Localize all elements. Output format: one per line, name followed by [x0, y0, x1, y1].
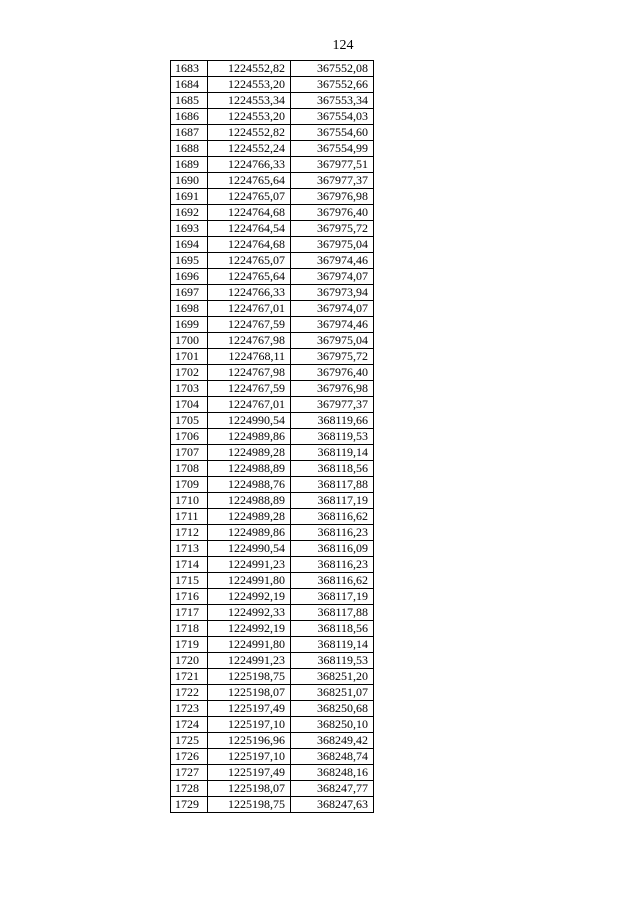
y-coordinate-cell: 367976,98 — [291, 381, 374, 397]
table-row — [171, 605, 374, 621]
point-number-cell: 1689 — [171, 157, 208, 173]
point-number-cell: 1685 — [171, 93, 208, 109]
table-row — [171, 413, 374, 429]
point-number-cell: 1708 — [171, 461, 208, 477]
x-coordinate-cell: 1224991,80 — [208, 637, 291, 653]
point-number-cell: 1719 — [171, 637, 208, 653]
x-coordinate-cell: 1224764,68 — [208, 205, 291, 221]
table-row — [171, 717, 374, 733]
y-coordinate-cell: 367977,51 — [291, 157, 374, 173]
x-coordinate-cell: 1224992,19 — [208, 589, 291, 605]
point-number-cell: 1714 — [171, 557, 208, 573]
table-row — [171, 77, 374, 93]
y-coordinate-cell: 367975,04 — [291, 237, 374, 253]
x-coordinate-cell: 1224991,23 — [208, 653, 291, 669]
point-number-cell: 1684 — [171, 77, 208, 93]
point-number-cell: 1693 — [171, 221, 208, 237]
x-coordinate-cell: 1224767,01 — [208, 301, 291, 317]
point-number-cell: 1720 — [171, 653, 208, 669]
y-coordinate-cell: 368247,77 — [291, 781, 374, 797]
x-coordinate-cell: 1224989,28 — [208, 509, 291, 525]
y-coordinate-cell: 367976,40 — [291, 365, 374, 381]
y-coordinate-cell: 367974,46 — [291, 317, 374, 333]
table-row — [171, 733, 374, 749]
table-row — [171, 317, 374, 333]
x-coordinate-cell: 1224988,89 — [208, 461, 291, 477]
x-coordinate-cell: 1224764,54 — [208, 221, 291, 237]
y-coordinate-cell: 368118,56 — [291, 621, 374, 637]
x-coordinate-cell: 1224989,28 — [208, 445, 291, 461]
y-coordinate-cell: 368119,14 — [291, 637, 374, 653]
point-number-cell: 1716 — [171, 589, 208, 605]
x-coordinate-cell: 1224553,34 — [208, 93, 291, 109]
y-coordinate-cell: 368251,07 — [291, 685, 374, 701]
x-coordinate-cell: 1224992,19 — [208, 621, 291, 637]
table-row — [171, 429, 374, 445]
point-number-cell: 1707 — [171, 445, 208, 461]
point-number-cell: 1687 — [171, 125, 208, 141]
point-number-cell: 1723 — [171, 701, 208, 717]
x-coordinate-cell: 1224768,11 — [208, 349, 291, 365]
table-row — [171, 157, 374, 173]
point-number-cell: 1718 — [171, 621, 208, 637]
table-row — [171, 61, 374, 77]
y-coordinate-cell: 368117,88 — [291, 477, 374, 493]
table-row — [171, 269, 374, 285]
y-coordinate-cell: 367975,04 — [291, 333, 374, 349]
table-row — [171, 765, 374, 781]
y-coordinate-cell: 367552,08 — [291, 61, 374, 77]
point-number-cell: 1692 — [171, 205, 208, 221]
point-number-cell: 1729 — [171, 797, 208, 813]
table-row — [171, 477, 374, 493]
y-coordinate-cell: 368248,74 — [291, 749, 374, 765]
x-coordinate-cell: 1224765,64 — [208, 269, 291, 285]
y-coordinate-cell: 368251,20 — [291, 669, 374, 685]
x-coordinate-cell: 1224553,20 — [208, 77, 291, 93]
point-number-cell: 1691 — [171, 189, 208, 205]
table-row — [171, 589, 374, 605]
point-number-cell: 1695 — [171, 253, 208, 269]
x-coordinate-cell: 1224991,23 — [208, 557, 291, 573]
x-coordinate-cell: 1224766,33 — [208, 157, 291, 173]
y-coordinate-cell: 367553,34 — [291, 93, 374, 109]
table-row — [171, 125, 374, 141]
y-coordinate-cell: 368250,68 — [291, 701, 374, 717]
y-coordinate-cell: 368119,53 — [291, 429, 374, 445]
y-coordinate-cell: 367554,60 — [291, 125, 374, 141]
point-number-cell: 1704 — [171, 397, 208, 413]
x-coordinate-cell: 1224765,07 — [208, 253, 291, 269]
table-row — [171, 621, 374, 637]
x-coordinate-cell: 1225197,49 — [208, 765, 291, 781]
table-row — [171, 573, 374, 589]
table-row — [171, 525, 374, 541]
point-number-cell: 1715 — [171, 573, 208, 589]
table-row — [171, 381, 374, 397]
x-coordinate-cell: 1224991,80 — [208, 573, 291, 589]
y-coordinate-cell: 368117,19 — [291, 493, 374, 509]
point-number-cell: 1722 — [171, 685, 208, 701]
x-coordinate-cell: 1224767,98 — [208, 333, 291, 349]
table-row — [171, 205, 374, 221]
point-number-cell: 1709 — [171, 477, 208, 493]
table-row — [171, 109, 374, 125]
y-coordinate-cell: 368249,42 — [291, 733, 374, 749]
y-coordinate-cell: 367975,72 — [291, 349, 374, 365]
table-row — [171, 461, 374, 477]
point-number-cell: 1721 — [171, 669, 208, 685]
table-row — [171, 397, 374, 413]
x-coordinate-cell: 1224767,59 — [208, 381, 291, 397]
x-coordinate-cell: 1224990,54 — [208, 541, 291, 557]
point-number-cell: 1686 — [171, 109, 208, 125]
table-row — [171, 189, 374, 205]
point-number-cell: 1706 — [171, 429, 208, 445]
x-coordinate-cell: 1224552,82 — [208, 61, 291, 77]
point-number-cell: 1696 — [171, 269, 208, 285]
point-number-cell: 1697 — [171, 285, 208, 301]
table-row — [171, 173, 374, 189]
y-coordinate-cell: 367976,98 — [291, 189, 374, 205]
y-coordinate-cell: 368116,62 — [291, 573, 374, 589]
x-coordinate-cell: 1224990,54 — [208, 413, 291, 429]
x-coordinate-cell: 1224767,59 — [208, 317, 291, 333]
y-coordinate-cell: 367554,03 — [291, 109, 374, 125]
table-row — [171, 557, 374, 573]
table-row — [171, 221, 374, 237]
point-number-cell: 1699 — [171, 317, 208, 333]
point-number-cell: 1688 — [171, 141, 208, 157]
x-coordinate-cell: 1224552,24 — [208, 141, 291, 157]
x-coordinate-cell: 1224552,82 — [208, 125, 291, 141]
y-coordinate-cell: 368116,09 — [291, 541, 374, 557]
x-coordinate-cell: 1224765,07 — [208, 189, 291, 205]
table-row — [171, 541, 374, 557]
x-coordinate-cell: 1224988,89 — [208, 493, 291, 509]
point-number-cell: 1703 — [171, 381, 208, 397]
table-row — [171, 301, 374, 317]
y-coordinate-cell: 368248,16 — [291, 765, 374, 781]
table-row — [171, 669, 374, 685]
table-row — [171, 349, 374, 365]
x-coordinate-cell: 1224764,68 — [208, 237, 291, 253]
x-coordinate-cell: 1224553,20 — [208, 109, 291, 125]
x-coordinate-cell: 1225198,07 — [208, 781, 291, 797]
y-coordinate-cell: 367976,40 — [291, 205, 374, 221]
y-coordinate-cell: 368247,63 — [291, 797, 374, 813]
x-coordinate-cell: 1224992,33 — [208, 605, 291, 621]
y-coordinate-cell: 368119,14 — [291, 445, 374, 461]
x-coordinate-cell: 1225198,75 — [208, 797, 291, 813]
y-coordinate-cell: 367977,37 — [291, 173, 374, 189]
table-row — [171, 365, 374, 381]
point-number-cell: 1711 — [171, 509, 208, 525]
table-row — [171, 797, 374, 813]
table-row — [171, 253, 374, 269]
table-row — [171, 333, 374, 349]
table-row — [171, 749, 374, 765]
point-number-cell: 1717 — [171, 605, 208, 621]
table-row — [171, 509, 374, 525]
y-coordinate-cell: 368116,62 — [291, 509, 374, 525]
y-coordinate-cell: 367552,66 — [291, 77, 374, 93]
point-number-cell: 1725 — [171, 733, 208, 749]
point-number-cell: 1710 — [171, 493, 208, 509]
point-number-cell: 1713 — [171, 541, 208, 557]
table-row — [171, 781, 374, 797]
y-coordinate-cell: 368118,56 — [291, 461, 374, 477]
y-coordinate-cell: 367974,07 — [291, 269, 374, 285]
point-number-cell: 1700 — [171, 333, 208, 349]
point-number-cell: 1726 — [171, 749, 208, 765]
x-coordinate-cell: 1224989,86 — [208, 525, 291, 541]
y-coordinate-cell: 367974,46 — [291, 253, 374, 269]
table-row — [171, 93, 374, 109]
y-coordinate-cell: 368119,66 — [291, 413, 374, 429]
table-row — [171, 141, 374, 157]
point-number-cell: 1724 — [171, 717, 208, 733]
x-coordinate-cell: 1224765,64 — [208, 173, 291, 189]
x-coordinate-cell: 1225196,96 — [208, 733, 291, 749]
point-number-cell: 1712 — [171, 525, 208, 541]
table-row — [171, 653, 374, 669]
x-coordinate-cell: 1224988,76 — [208, 477, 291, 493]
table-row — [171, 285, 374, 301]
y-coordinate-cell: 368119,53 — [291, 653, 374, 669]
y-coordinate-cell: 368117,88 — [291, 605, 374, 621]
point-number-cell: 1690 — [171, 173, 208, 189]
x-coordinate-cell: 1224766,33 — [208, 285, 291, 301]
table-row — [171, 237, 374, 253]
x-coordinate-cell: 1224767,98 — [208, 365, 291, 381]
x-coordinate-cell: 1225197,49 — [208, 701, 291, 717]
point-number-cell: 1705 — [171, 413, 208, 429]
x-coordinate-cell: 1225198,07 — [208, 685, 291, 701]
coordinates-table — [170, 60, 374, 813]
point-number-cell: 1701 — [171, 349, 208, 365]
table-row — [171, 493, 374, 509]
point-number-cell: 1702 — [171, 365, 208, 381]
table-row — [171, 701, 374, 717]
x-coordinate-cell: 1224989,86 — [208, 429, 291, 445]
point-number-cell: 1727 — [171, 765, 208, 781]
x-coordinate-cell: 1225198,75 — [208, 669, 291, 685]
x-coordinate-cell: 1225197,10 — [208, 717, 291, 733]
page-number: 124 — [332, 38, 354, 53]
point-number-cell: 1698 — [171, 301, 208, 317]
y-coordinate-cell: 367973,94 — [291, 285, 374, 301]
point-number-cell: 1728 — [171, 781, 208, 797]
x-coordinate-cell: 1224767,01 — [208, 397, 291, 413]
y-coordinate-cell: 367977,37 — [291, 397, 374, 413]
table-row — [171, 637, 374, 653]
y-coordinate-cell: 367975,72 — [291, 221, 374, 237]
y-coordinate-cell: 367554,99 — [291, 141, 374, 157]
y-coordinate-cell: 368117,19 — [291, 589, 374, 605]
point-number-cell: 1694 — [171, 237, 208, 253]
y-coordinate-cell: 368116,23 — [291, 525, 374, 541]
y-coordinate-cell: 368250,10 — [291, 717, 374, 733]
y-coordinate-cell: 367974,07 — [291, 301, 374, 317]
x-coordinate-cell: 1225197,10 — [208, 749, 291, 765]
y-coordinate-cell: 368116,23 — [291, 557, 374, 573]
table-row — [171, 685, 374, 701]
point-number-cell: 1683 — [171, 61, 208, 77]
table-row — [171, 445, 374, 461]
coordinates-table-body — [171, 61, 374, 813]
